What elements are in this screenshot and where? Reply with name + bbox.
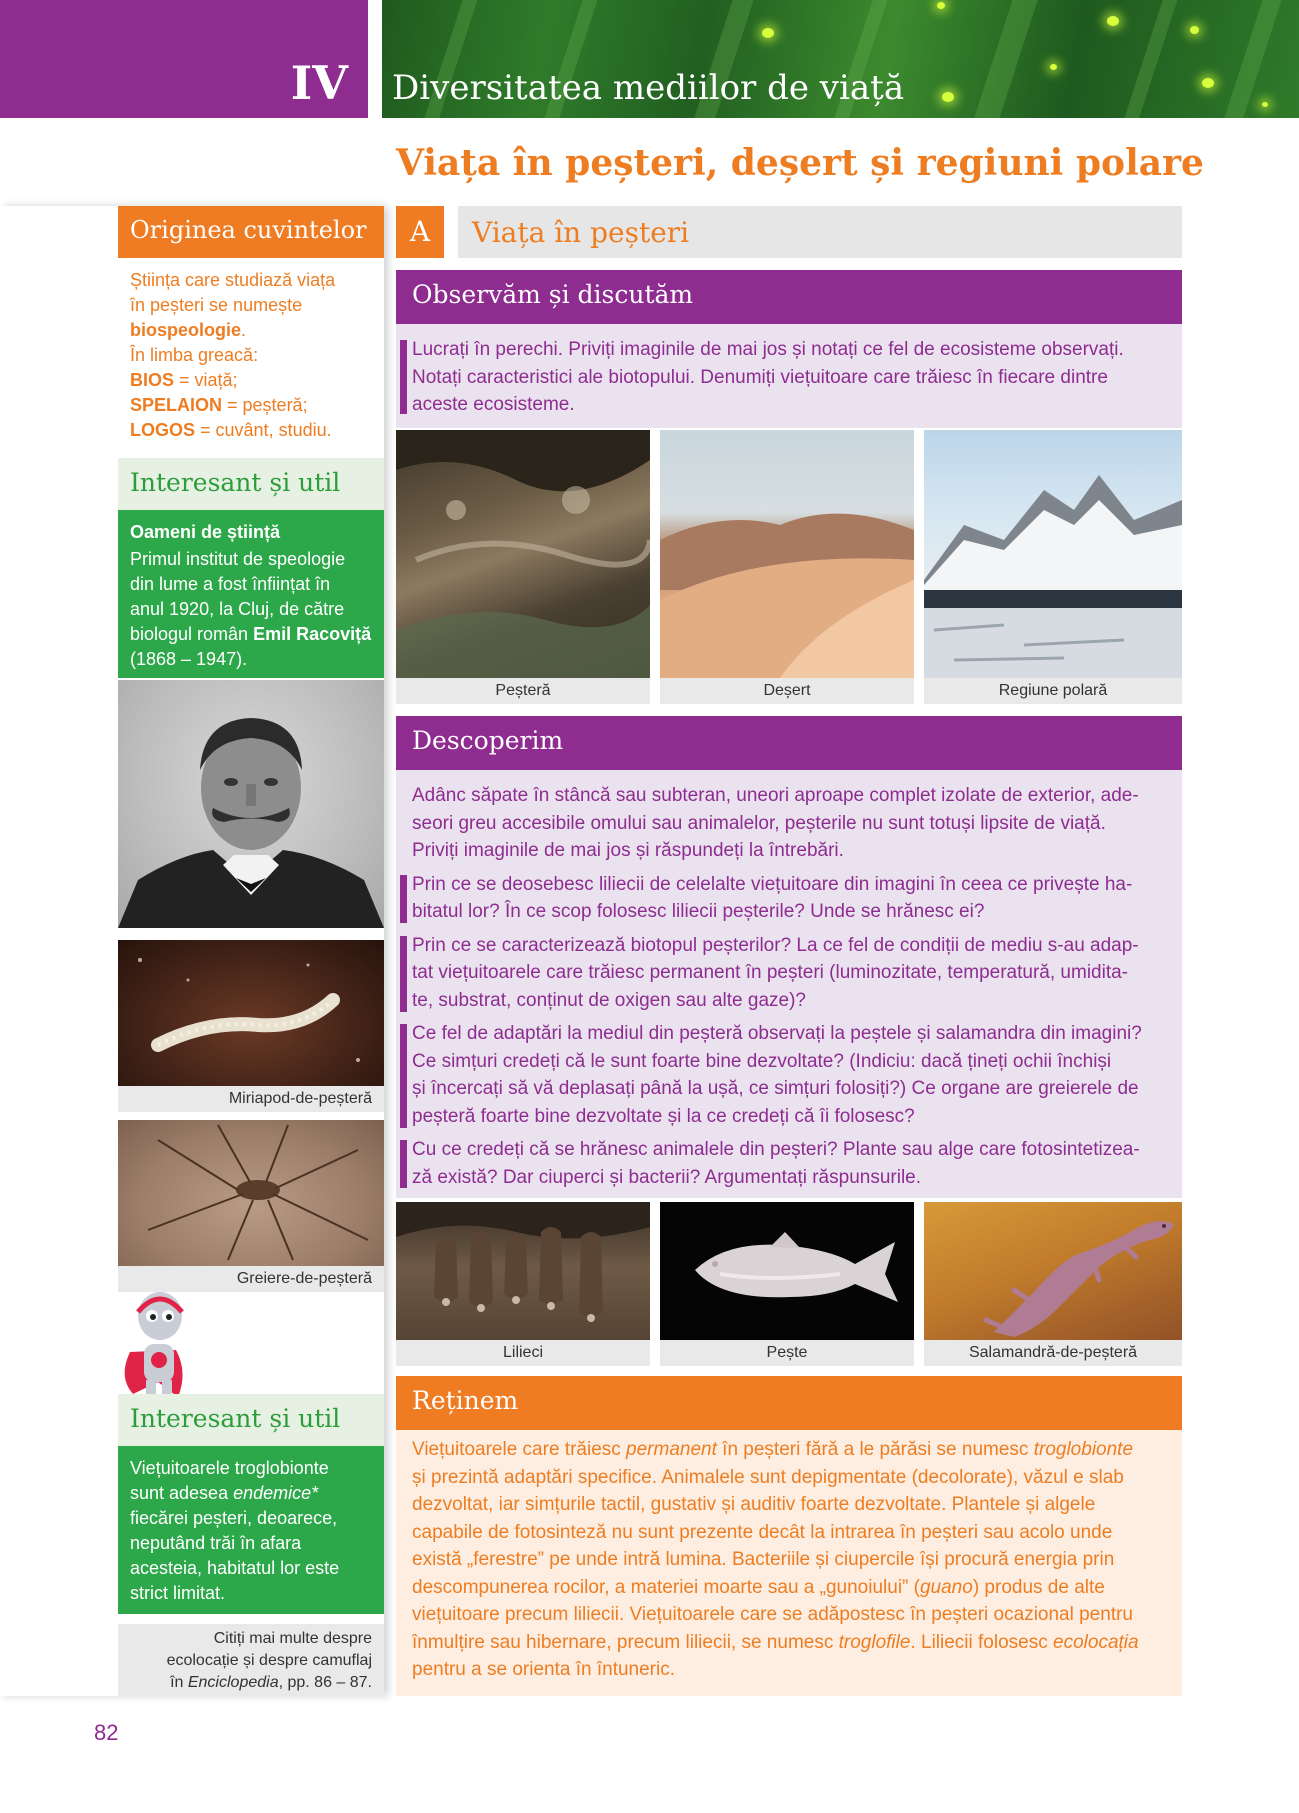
endemic-term: endemice* (233, 1483, 319, 1503)
bios-meaning: = viață; (174, 370, 238, 390)
term-troglofile: troglofile (838, 1631, 911, 1653)
paragraph-marker (400, 340, 407, 414)
scientist-line: (1868 – 1947). (130, 649, 248, 669)
paragraph-marker (400, 875, 407, 923)
origin-line: În limba greacă: (130, 345, 259, 365)
question-4 (412, 1136, 1168, 1191)
desert-photo (660, 430, 914, 704)
millipede-illustration (118, 940, 384, 1086)
paragraph-marker (400, 1140, 407, 1188)
chapter-number-box (0, 0, 368, 118)
question-line: peșteră foarte bine dezvoltate și la ce credeți că îi folosesc? (412, 1105, 915, 1127)
remember-line: capabile de fotosinteză nu sunt prezente decât la intrarea în peșteri sau acolo unde (412, 1521, 1113, 1543)
endemic-line: sunt adesea (130, 1483, 234, 1503)
salamander-illustration (924, 1202, 1182, 1340)
remember-text (412, 1436, 1168, 1684)
scientist-line: anul 1920, la Cluj, de către (130, 599, 345, 619)
cricket-photo (118, 1120, 384, 1292)
desert-caption: Deșert (660, 678, 914, 704)
polar-photo (924, 430, 1182, 704)
fish-illustration (660, 1202, 914, 1340)
intro-paragraph (412, 782, 1168, 865)
question-line: tat viețuitoarele care trăiesc permanent în peșteri (luminozitate, temperatură, umidita- (412, 962, 1128, 983)
chapter-number: IV (290, 56, 348, 110)
millipede-photo (118, 940, 384, 1112)
lesson-title: Viața în peșteri, deșert și regiuni polare (396, 142, 1204, 184)
cave-caption: Peșteră (396, 678, 650, 704)
observe-heading: Observăm și discutăm (396, 270, 1182, 324)
salamander-photo (924, 1202, 1182, 1366)
bats-illustration (396, 1202, 650, 1340)
read-more-line: în (170, 1674, 188, 1691)
scientist-name: Emil Racoviță (253, 624, 372, 644)
scientist-line: biologul român (130, 624, 254, 644)
read-more-line: Citiți mai multe despre (213, 1630, 372, 1647)
remember-panel (396, 1430, 1182, 1696)
cave-illustration (396, 430, 650, 678)
polar-illustration (924, 430, 1182, 678)
spelaion-meaning: = peșteră; (222, 395, 308, 415)
intro-line: seori greu accesibile omului sau animalelor, peșterile nu sunt totuși lipsite de viață. (412, 812, 1106, 834)
question-line: bitatul lor? În ce scop folosesc liliecii peșterile? Unde se hrănesc ei? (412, 901, 985, 922)
remember-line: viețuitoare precum liliecii. Viețuitoarele care se adăpostesc în peșteri ocazional pentru (412, 1604, 1133, 1625)
observe-panel (396, 324, 1182, 428)
interesting-heading-1: Interesant și util (118, 458, 384, 510)
endemic-line: neputând trăi în afara (130, 1533, 302, 1553)
read-more-line: ecolocație și despre camuflaj (166, 1652, 372, 1669)
observe-line: Lucrați în perechi. Priviți imaginile de mai jos și notați ce fel de ecosisteme observați. (412, 339, 1124, 360)
remember-line: dezvoltat, iar simțurile tactil, gustativ și auditiv foarte dezvoltate. Plantele și algele (412, 1494, 1096, 1515)
header-banner (382, 0, 1299, 118)
page-number: 82 (94, 1720, 119, 1745)
spelaion-word: SPELAION (130, 395, 223, 415)
remember-line: . Liliecii folosesc (910, 1631, 1054, 1653)
question-line: și încercați să vă deplasați până la ușă, ce simțuri folosiți?) Ce organe are greierele de (412, 1078, 1139, 1099)
question-line: Prin ce se caracterizează biotopul peșterilor? La ce fel de condiții de mediu s-au adap- (412, 934, 1139, 956)
paragraph-marker (400, 1024, 407, 1128)
scientist-subheading: Oameni de știință (130, 522, 281, 542)
origin-line: în peșteri se numește (130, 295, 303, 315)
mascot-icon (118, 1282, 198, 1402)
chapter-title: Diversitatea mediilor de viață (392, 68, 905, 108)
fish-caption: Pește (660, 1340, 914, 1366)
discover-text (412, 782, 1168, 1191)
question-3 (412, 1020, 1168, 1130)
polar-caption: Regiune polară (924, 678, 1182, 704)
cricket-caption: Greiere-de-peșteră (118, 1266, 384, 1292)
encyclopedia-ref: Enciclopedia (187, 1674, 279, 1691)
cave-photo (396, 430, 650, 704)
remember-line: Viețuitoarele care trăiesc (412, 1439, 627, 1460)
desert-illustration (660, 430, 914, 678)
remember-line: pentru a se orienta în întuneric. (412, 1659, 675, 1680)
origin-term: biospeologie (130, 320, 242, 340)
racovita-portrait (118, 680, 384, 928)
remember-line: descompunerea rocilor, a materiei moarte sau a „gunoiului” ( (412, 1576, 920, 1598)
endemic-line: Viețuitoarele troglobionte (130, 1458, 329, 1478)
term-troglobionte: troglobionte (1033, 1439, 1134, 1460)
discover-heading: Descoperim (396, 716, 1182, 770)
interesting-heading-2: Interesant și util (118, 1394, 384, 1446)
intro-line: Priviți imaginile de mai jos și răspundeți la întrebări. (412, 840, 844, 861)
question-line: Cu ce credeți că se hrănesc animalele din peșteri? Plante sau alge care fotosintetizea- (412, 1139, 1140, 1160)
term-permanent: permanent (626, 1439, 717, 1460)
bats-photo (396, 1202, 650, 1366)
observe-text (412, 336, 1168, 419)
endemic-box (118, 1446, 384, 1614)
fish-photo (660, 1202, 914, 1366)
portrait-illustration (118, 680, 384, 928)
scientist-line: Primul institut de speologie (130, 549, 346, 569)
logos-meaning: = cuvânt, studiu. (195, 420, 332, 440)
read-more-note (118, 1624, 384, 1696)
intro-line: Adânc săpate în stâncă sau subteran, uneori aproape complet izolate de exterior, ade- (412, 785, 1139, 806)
question-2 (412, 932, 1168, 1015)
origin-heading: Originea cuvintelor (118, 206, 384, 258)
remember-line: înmulțire sau hibernare, precum liliecii, se numesc (412, 1631, 839, 1653)
question-1 (412, 871, 1168, 926)
question-line: Ce simțuri credeți că le sunt foarte bine dezvoltate? (Indiciu: dacă țineți ochii închiși (412, 1050, 1112, 1072)
term-ecolocatia: ecolocația (1053, 1631, 1139, 1653)
discover-panel (396, 770, 1182, 1198)
endemic-line: acesteia, habitatul lor este (130, 1558, 340, 1578)
bios-word: BIOS (130, 370, 175, 390)
question-line: Ce fel de adaptări la mediul din peșteră observați la peștele și salamandra din imagini? (412, 1023, 1142, 1044)
endemic-line: strict limitat. (130, 1583, 226, 1603)
observe-line: Notați caracteristici ale biotopului. Denumiți viețuitoare care trăiesc în fiecare dintre (412, 366, 1108, 388)
section-letter: A (396, 206, 444, 258)
scientist-line: din lume a fost înființat în (130, 574, 331, 594)
millipede-caption: Miriapod-de-peșteră (118, 1086, 384, 1112)
remember-line: și prezintă adaptări specifice. Animalele sunt depigmentate (decolorate), văzul e slab (412, 1466, 1124, 1488)
origin-line: Știința care studiază viața (130, 270, 336, 290)
remember-line: există „ferestre” pe unde intră lumina. Bacteriile și ciupercile își procură energia prin (412, 1549, 1115, 1570)
term-guano: guano (919, 1576, 973, 1598)
scientist-box (118, 510, 384, 678)
question-line: ză există? Dar ciuperci și bacterii? Argumentați răspunsurile. (412, 1166, 922, 1188)
cricket-illustration (118, 1120, 384, 1266)
question-line: Prin ce se deosebesc liliecii de celelalte viețuitoare din imagini în ceea ce privește ha- (412, 873, 1133, 895)
question-line: te, substrat, conținut de oxigen sau alte gaze)? (412, 989, 806, 1011)
remember-line: în peșteri fără a le părăsi se numesc (716, 1439, 1034, 1460)
origin-text: Știința care studiază viața în peșteri se numește biospeologie. În limba greacă: BIOS = viață; SPELAION = peșteră; LOGOS = cuvânt, studiu. (130, 268, 380, 443)
observe-line: aceste ecosisteme. (412, 394, 575, 415)
paragraph-marker (400, 936, 407, 1012)
logos-word: LOGOS (130, 420, 196, 440)
endemic-line: fiecărei peșteri, deoarece, (130, 1508, 338, 1528)
section-title: Viața în peșteri (458, 206, 1182, 258)
remember-line: ) produs de alte (972, 1576, 1105, 1598)
read-more-pages: , pp. 86 – 87. (278, 1674, 372, 1691)
salamander-caption: Salamandră-de-peșteră (924, 1340, 1182, 1366)
remember-heading: Reținem (396, 1376, 1182, 1430)
bats-caption: Lilieci (396, 1340, 650, 1366)
